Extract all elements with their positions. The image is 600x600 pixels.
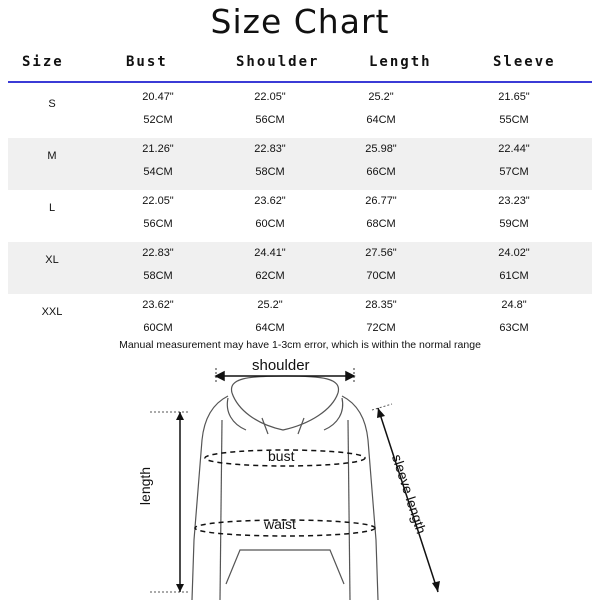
cm-cell: 58CM <box>255 166 285 178</box>
column-header-bust: Bust <box>126 54 168 70</box>
column-header-shoulder: Shoulder <box>236 54 320 70</box>
cm-cell: 57CM <box>499 166 529 178</box>
bust-label: bust <box>268 448 295 464</box>
inch-cell: 25.98" <box>365 143 397 155</box>
cm-cell: 72CM <box>366 322 396 334</box>
cm-cell: 55CM <box>499 114 529 126</box>
waist-label: waist <box>264 516 296 532</box>
cm-cell: 66CM <box>366 166 396 178</box>
size-cell: L <box>48 202 56 214</box>
cm-cell: 61CM <box>499 270 529 282</box>
cm-cell: 64CM <box>366 114 396 126</box>
inch-cell: 22.05" <box>254 91 286 103</box>
cm-cell: 63CM <box>499 322 529 334</box>
column-header-size: Size <box>22 54 64 70</box>
hoodie-outline <box>192 368 378 600</box>
size-cell: S <box>48 98 56 110</box>
shoulder-label: shoulder <box>252 357 310 374</box>
inch-cell: 23.23" <box>498 195 530 207</box>
cm-cell: 64CM <box>255 322 285 334</box>
length-measure-arrow <box>150 412 190 592</box>
cm-cell: 54CM <box>143 166 173 178</box>
cm-cell: 56CM <box>143 218 173 230</box>
column-header-sleeve: Sleeve <box>493 54 556 70</box>
inch-cell: 21.26" <box>142 143 174 155</box>
inch-cell: 22.44" <box>498 143 530 155</box>
inch-cell: 24.02" <box>498 247 530 259</box>
inch-cell: 28.35" <box>365 299 397 311</box>
cm-cell: 60CM <box>143 322 173 334</box>
inch-cell: 24.8" <box>501 299 527 311</box>
page-title: Size Chart <box>210 2 390 41</box>
column-header-length: Length <box>369 54 432 70</box>
inch-cell: 21.65" <box>498 91 530 103</box>
cm-cell: 58CM <box>143 270 173 282</box>
length-label: length <box>137 466 154 506</box>
sleeve-length-label: sleeve length <box>388 452 430 536</box>
inch-cell: 27.56" <box>365 247 397 259</box>
cm-cell: 52CM <box>143 114 173 126</box>
cm-cell: 59CM <box>499 218 529 230</box>
size-cell: M <box>47 150 57 162</box>
inch-cell: 25.2" <box>257 299 283 311</box>
size-cell: XXL <box>41 306 63 318</box>
inch-cell: 22.83" <box>142 247 174 259</box>
inch-cell: 23.62" <box>142 299 174 311</box>
inch-cell: 25.2" <box>368 91 394 103</box>
inch-cell: 22.83" <box>254 143 286 155</box>
cm-cell: 56CM <box>255 114 285 126</box>
size-cell: XL <box>45 254 59 266</box>
inch-cell: 26.77" <box>365 195 397 207</box>
cm-cell: 70CM <box>366 270 396 282</box>
inch-cell: 24.41" <box>254 247 286 259</box>
cm-cell: 62CM <box>255 270 285 282</box>
inch-cell: 23.62" <box>254 195 286 207</box>
cm-cell: 60CM <box>255 218 285 230</box>
measurement-note: Manual measurement may have 1-3cm error, which is within the normal range <box>119 339 481 351</box>
inch-cell: 20.47" <box>142 91 174 103</box>
cm-cell: 68CM <box>366 218 396 230</box>
inch-cell: 22.05" <box>142 195 174 207</box>
